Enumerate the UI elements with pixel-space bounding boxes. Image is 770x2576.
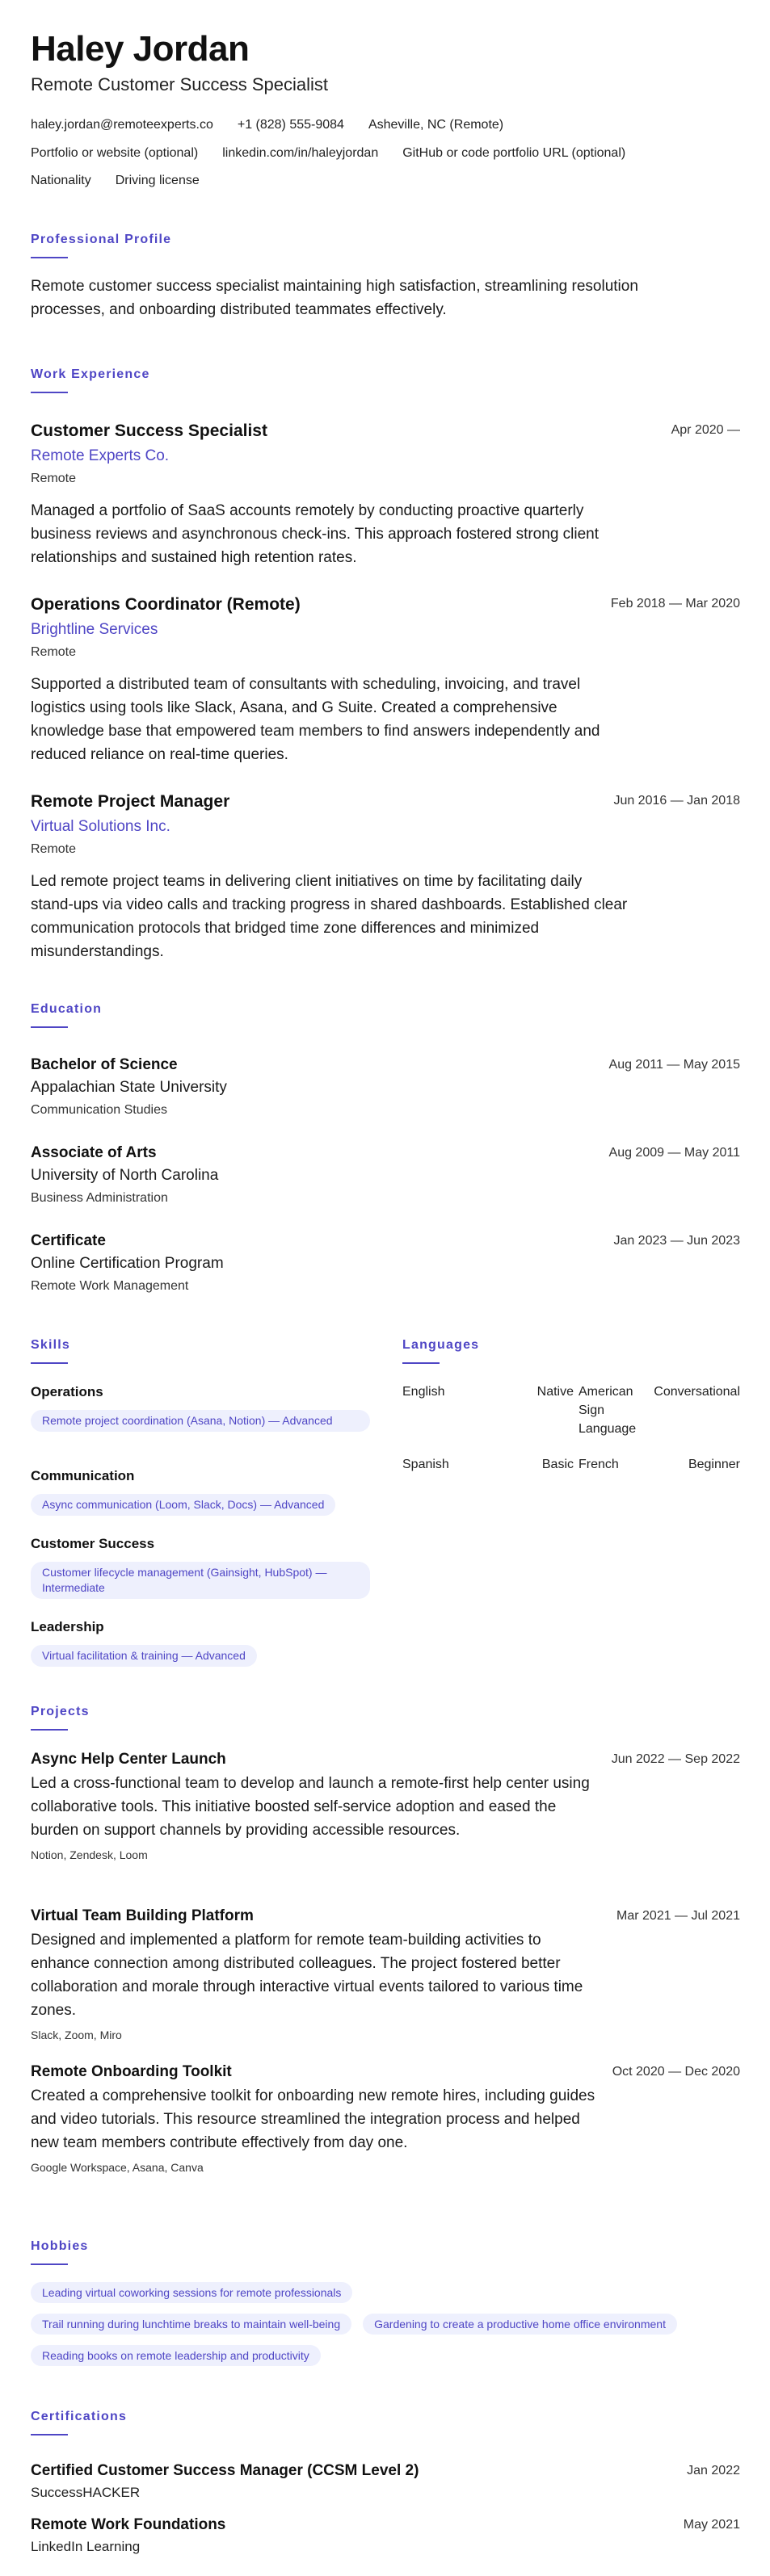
certification-title: Certified Customer Success Manager (CCSM Level 2) <box>31 2462 419 2479</box>
hobby-pill: Reading books on remote leadership and productivity <box>31 2345 321 2366</box>
school-name: Online Certification Program <box>31 1255 224 1272</box>
phone-number[interactable]: +1 (828) 555-9084 <box>237 118 344 132</box>
project-description: Led a cross-functional team to develop and launch a remote-first help center using collaborative tools. This initiative boosted self-service adoption and eased the burden on support channels by providing accessible resources. <box>31 1775 590 1839</box>
skill-pill: Async communication (Loom, Slack, Docs) — Advanced <box>31 1494 335 1516</box>
languages-heading-rule <box>402 1362 440 1364</box>
candidate-title: Remote Customer Success Specialist <box>31 74 329 94</box>
job-title: Customer Success Specialist <box>31 422 267 440</box>
certification-title: Remote Work Foundations <box>31 2516 226 2533</box>
skill-category: Communication <box>31 1468 135 1483</box>
language-level: Beginner <box>688 1458 740 1471</box>
language-name: French <box>579 1458 619 1471</box>
education-item <box>31 1232 740 1294</box>
job-location: Remote <box>31 842 77 856</box>
skill-category: Leadership <box>31 1619 104 1634</box>
school-name: University of North Carolina <box>31 1167 219 1184</box>
skill-category: Customer Success <box>31 1536 155 1551</box>
language-name: American Sign Language <box>579 1385 637 1436</box>
certification-item <box>31 2516 740 2555</box>
personal-details-row <box>31 174 200 188</box>
job-date: Apr 2020 — <box>671 423 740 437</box>
project-title: Async Help Center Launch <box>31 1751 226 1768</box>
certification-issuer: LinkedIn Learning <box>31 2539 141 2554</box>
projects-heading: Projects <box>31 1705 90 1718</box>
hobby-row <box>31 2314 677 2335</box>
project-title: Remote Onboarding Toolkit <box>31 2063 232 2080</box>
skill-category: Operations <box>31 1384 103 1399</box>
project-title: Virtual Team Building Platform <box>31 1907 254 1924</box>
language-level: Conversational <box>654 1385 740 1399</box>
job-title: Remote Project Manager <box>31 792 230 811</box>
language-name: English <box>402 1385 445 1399</box>
profile-heading: Professional Profile <box>31 233 172 246</box>
job-company: Brightline Services <box>31 621 158 638</box>
profile-text: Remote customer success specialist maintaining high satisfaction, streamlining resolution processes, and onboarding distributed teammates effectively. <box>31 278 638 318</box>
skill-group <box>31 1536 370 1599</box>
hobby-pill: Gardening to create a productive home office environment <box>363 2314 677 2335</box>
job-description: Managed a portfolio of SaaS accounts remotely by conducting proactive quarterly business reviews and asynchronous check-ins. This approach fostered strong client relationships and sustained high retention rates. <box>31 502 600 566</box>
skill-group <box>31 1384 370 1432</box>
skills-heading: Skills <box>31 1338 71 1352</box>
language-name: Spanish <box>402 1458 449 1471</box>
project-description: Created a comprehensive toolkit for onboarding new remote hires, including guides and video tutorials. This resource streamlined the integration process and helped new team members contribute effectively from day one. <box>31 2087 595 2151</box>
project-date: Jun 2022 — Sep 2022 <box>611 1752 740 1766</box>
links-row <box>31 146 625 161</box>
driving-license: Driving license <box>115 174 200 187</box>
job-description: Led remote project teams in delivering client initiatives on time by facilitating daily stand-ups via video calls and tracking progress in shared dashboards. Established clear communication protocols that bridged time zone differences and minimized misunderstandings. <box>31 873 628 960</box>
education-heading: Education <box>31 1002 103 1016</box>
candidate-name: Haley Jordan <box>31 29 250 69</box>
skill-pill: Virtual facilitation & training — Advanced <box>31 1645 257 1667</box>
project-tools: Google Workspace, Asana, Canva <box>31 2161 204 2174</box>
contact-row <box>31 118 503 132</box>
degree-title: Bachelor of Science <box>31 1056 178 1073</box>
education-item <box>31 1056 740 1118</box>
degree-title: Certificate <box>31 1232 106 1249</box>
language-level: Basic <box>541 1458 574 1471</box>
job-company: Virtual Solutions Inc. <box>31 818 170 835</box>
certification-date: May 2021 <box>683 2518 740 2532</box>
experience-item <box>31 595 740 766</box>
project-date: Oct 2020 — Dec 2020 <box>612 2065 740 2079</box>
language-level: Native <box>536 1385 574 1399</box>
job-company: Remote Experts Co. <box>31 447 170 464</box>
education-date: Jan 2023 — Jun 2023 <box>613 1234 740 1248</box>
projects-heading-rule <box>31 1729 68 1731</box>
certification-date: Jan 2022 <box>687 2464 740 2477</box>
certification-issuer: SuccessHACKER <box>31 2485 141 2500</box>
hobby-pill: Leading virtual coworking sessions for remote professionals <box>31 2282 352 2303</box>
project-tools: Notion, Zendesk, Loom <box>31 1848 148 1861</box>
project-date: Mar 2021 — Jul 2021 <box>616 1909 740 1923</box>
field-of-study: Business Administration <box>31 1191 168 1205</box>
project-item <box>31 2063 740 2174</box>
skill-group <box>31 1468 370 1516</box>
job-date: Jun 2016 — Jan 2018 <box>613 794 740 808</box>
project-item <box>31 1751 740 1861</box>
skill-pill: Remote project coordination (Asana, Notion) — Advanced <box>31 1410 370 1432</box>
profile-heading-rule <box>31 257 68 258</box>
nationality: Nationality <box>31 174 91 187</box>
certifications-heading-rule <box>31 2434 68 2435</box>
certification-item <box>31 2462 740 2501</box>
email-link[interactable]: haley.jordan@remoteexperts.co <box>31 118 213 132</box>
field-of-study: Remote Work Management <box>31 1279 189 1293</box>
skills-heading-rule <box>31 1362 68 1364</box>
portfolio-link[interactable]: Portfolio or website (optional) <box>31 146 199 160</box>
experience-heading: Work Experience <box>31 367 150 381</box>
education-date: Aug 2009 — May 2011 <box>608 1146 740 1160</box>
project-item <box>31 1907 740 2041</box>
field-of-study: Communication Studies <box>31 1103 167 1117</box>
degree-title: Associate of Arts <box>31 1144 157 1161</box>
skill-group <box>31 1619 370 1667</box>
job-location: Remote <box>31 472 77 485</box>
education-heading-rule <box>31 1026 68 1028</box>
job-description: Supported a distributed team of consultants with scheduling, invoicing, and travel logistics using tools like Slack, Asana, and G Suite. Created a comprehensive knowledge base that empowered team members to find answers independently and reduced reliance on real-time queries. <box>31 676 600 763</box>
hobby-row <box>31 2282 352 2303</box>
github-link[interactable]: GitHub or code portfolio URL (optional) <box>402 146 626 160</box>
linkedin-link[interactable]: linkedin.com/in/haleyjordan <box>222 146 379 160</box>
hobbies-heading: Hobbies <box>31 2239 89 2253</box>
hobby-row <box>31 2345 321 2366</box>
hobbies-heading-rule <box>31 2263 68 2265</box>
certifications-heading: Certifications <box>31 2410 128 2423</box>
education-item <box>31 1144 740 1206</box>
hobby-pill: Trail running during lunchtime breaks to maintain well-being <box>31 2314 351 2335</box>
school-name: Appalachian State University <box>31 1079 227 1096</box>
education-date: Aug 2011 — May 2015 <box>608 1058 740 1072</box>
experience-item <box>31 792 740 963</box>
languages-heading: Languages <box>402 1338 480 1352</box>
job-location: Remote <box>31 645 77 659</box>
job-date: Feb 2018 — Mar 2020 <box>610 597 740 610</box>
experience-heading-rule <box>31 392 68 393</box>
job-title: Operations Coordinator (Remote) <box>31 595 301 614</box>
project-tools: Slack, Zoom, Miro <box>31 2028 122 2041</box>
experience-item <box>31 422 740 569</box>
skill-pill: Customer lifecycle management (Gainsight, HubSpot) — Intermediate <box>31 1562 370 1599</box>
project-description: Designed and implemented a platform for remote team-building activities to enhance connection among distributed colleagues. The project fostered better collaboration and morale through interactive virtual events tailored to various time zones. <box>31 1932 583 2019</box>
location: Asheville, NC (Remote) <box>368 118 504 132</box>
